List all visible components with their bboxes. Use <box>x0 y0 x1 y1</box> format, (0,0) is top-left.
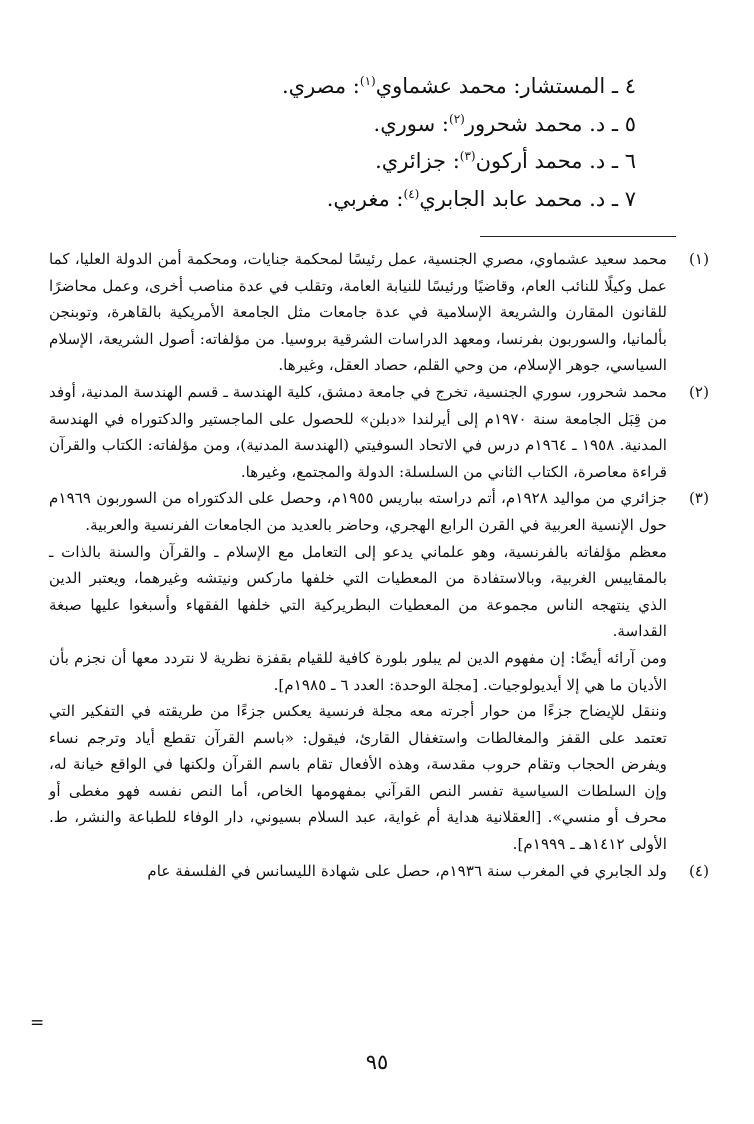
item-name: ـ د. محمد عابد الجابري <box>419 186 619 211</box>
footnote-number: (٢) <box>688 382 709 401</box>
footnote-ref[interactable]: (٤) <box>403 186 420 201</box>
footnote <box>49 246 709 379</box>
list-item <box>116 181 636 219</box>
item-origin: : مصري. <box>281 74 360 98</box>
footnote-paragraph: ومن آرائه أيضًا: إن مفهوم الدين لم يبلور بلورة كافية للقيام بقفزة نظرية لا نتردد معها أن نجزم بأن الأديان ما هي إلا أيديولوجيات. [مجلة الوحدة: العدد ٦ ـ ١٩٨٥م]. <box>49 648 667 694</box>
footnote-paragraph: محمد سعيد عشماوي، مصري الجنسية، عمل رئيسًا لمحكمة جنايات، ومحكمة أمن الدولة العليا، كما عمل وكيلًا للنائب العام، وقاضيًا ورئيسًا للنيابة العامة، وتقلب في عدة مناصب أخرى، وعمل محاضرًا للقانون المقارن والشريعة الإسلامية في عدة جامعات مثل الجامعة الأمريكية بالقاهرة، وتوبنجن بألمانيا، والسوربون بفرنسا، ومعهد الدراسات الشرقية بروسيا. من مؤلفاته: أصول الشريعة، الإسلام السياسي، جوهر الإسلام، من وحي القلم، حصاد العقل، وغيرها. <box>49 250 667 375</box>
footnote-number: (١) <box>688 250 709 268</box>
item-name: ـ المستشار: محمد عشماوي <box>375 74 619 98</box>
footnote-paragraph: محمد شحرور، سوري الجنسية، تخرج في جامعة دمشق، كلية الهندسة ـ قسم الهندسة المدنية، أوفد من قِبَل الجامعة سنة ١٩٧٠م إلى أيرلندا «دبلن» للحصول على الماجستير والدكتوراه في الهندسة المدنية. ١٩٥٨ ـ ١٩٦٤م درس في الاتحاد السوفيتي (الهندسة المدنية)، ومن مؤلفاته: الكتاب والقرآن قراءة معاصرة، الكتاب الثاني من السلسلة: الدولة والمجتمع، وغيرها. <box>49 382 668 481</box>
footnote-number: (٤) <box>688 861 709 880</box>
item-origin: : مغربي. <box>326 186 404 211</box>
item-number: ٤ <box>624 74 636 98</box>
item-name: ـ د. محمد أركون <box>475 149 619 173</box>
item-number: ٦ <box>624 149 636 173</box>
footnote-paragraph: ولد الجابري في المغرب سنة ١٩٣٦م، حصل على شهادة الليسانس في الفلسفة عام <box>147 861 667 880</box>
footnote-ref[interactable]: (١) <box>359 74 376 88</box>
footnote-divider <box>480 236 676 237</box>
footnote-paragraph: جزائري من مواليد ١٩٢٨م، أتم دراسته بباريس ١٩٥٥م، وحصل على الدكتوراه من السوربون ١٩٦٩م حول الإنسية العربية في القرن الرابع الهجري، وحاضر بالعديد من الجامعات الفرنسية والعربية. <box>49 489 667 534</box>
footnote-paragraph: وننقل للإيضاح جزءًا من حوار أجرته معه مجلة فرنسية يعكس جزءًا من طريقته في التفكير التي تعتمد على القفز والمغالطات واستغفال القارئ، فيقول: «باسم القرآن تقطع أياد وترجم نساء ويفرض الحجاب وتقام حروب مقدسة، وهذه الأفعال تقام باسم القرآن ولكنها في الواقع خيانة له، وإن السلطات السياسية تفسر النص القرآني بمفهومها الخاص، أما النص نفسه فهو مغطى أو محرف أو منسي». [العقلانية هداية أم غواية، عبد السلام بسيوني، دار الوفاء للطباعة والنشر، ط. الأولى ١٤١٢هـ ـ ١٩٩٩م]. <box>49 702 667 854</box>
footnote <box>49 485 709 857</box>
footnote <box>49 379 709 485</box>
item-number: ٧ <box>624 186 636 211</box>
item-name: ـ د. محمد شحرور <box>464 111 619 136</box>
footnote-ref[interactable]: (٢) <box>449 111 465 126</box>
thinkers-list <box>116 68 636 218</box>
list-item <box>116 68 636 106</box>
item-number: ٥ <box>624 111 636 136</box>
list-item <box>116 106 636 144</box>
item-origin: : سوري. <box>373 111 449 136</box>
footnote-number: (٣) <box>688 489 709 508</box>
page-number: ٩٥ <box>365 1050 389 1074</box>
footnotes <box>49 246 709 884</box>
list-item <box>116 143 636 181</box>
continuation-mark: = <box>30 1013 45 1033</box>
footnote-ref[interactable]: (٣) <box>459 149 476 163</box>
footnote <box>49 858 709 885</box>
item-origin: : جزائري. <box>375 149 460 173</box>
footnote-paragraph: معظم مؤلفاته بالفرنسية، وهو علماني يدعو إلى التعامل مع الإسلام ـ والقرآن والسنة بالذات ـ بالمقاييس الغربية، وبالاستفادة من المعطيات التي خلفها ماركس ونيتشه وغيرهما، ويعتبر الدين الذي ينتهجه الناس مجموعة من المعطيات البطريركية التي خلفها الفقهاء وأسبغوا عليها صبغة القداسة. <box>49 542 667 641</box>
